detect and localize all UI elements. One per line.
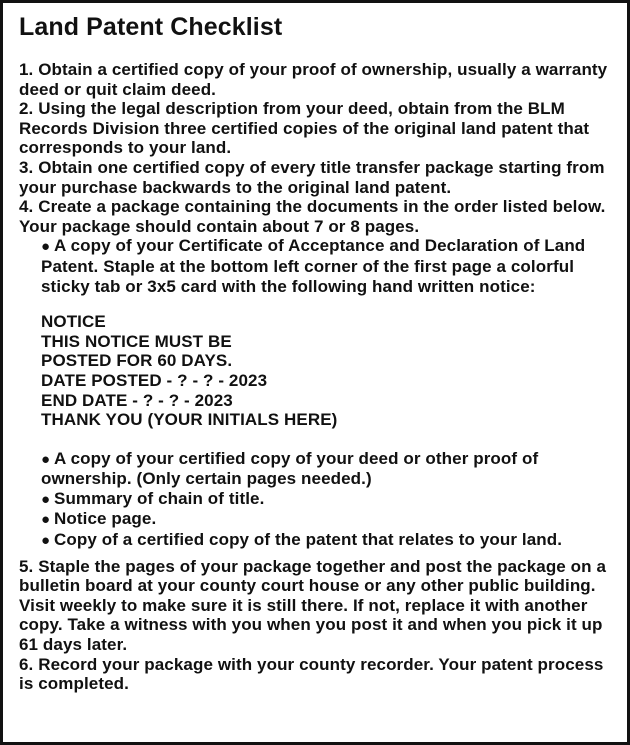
step-2: 2. Using the legal description from your deed, obtain from the BLM Records Division three certified copies of the original land patent that corresponds to your land.: [19, 99, 590, 158]
bullet-icon: ●: [41, 238, 51, 256]
notice-line: DATE POSTED - ? - ? - 2023: [41, 370, 268, 390]
list-item: [41, 489, 619, 510]
step-6: 6. Record your package with your county recorder. Your patent process is completed.: [19, 654, 604, 694]
notice-line: NOTICE: [41, 312, 106, 332]
bullet-icon: ●: [41, 450, 51, 468]
bullet-icon: ●: [41, 532, 51, 550]
spacer: [19, 430, 619, 449]
list-item: [41, 449, 619, 489]
bullet-icon: ●: [41, 490, 51, 508]
package-contents-list-continued: [41, 449, 619, 551]
notice-block: [41, 312, 619, 430]
page-title: Land Patent Checklist: [19, 13, 283, 41]
notice-line: THIS NOTICE MUST BE: [41, 331, 232, 351]
bullet-icon: ●: [41, 511, 51, 529]
notice-line: POSTED FOR 60 DAYS.: [41, 351, 233, 371]
step-4: 4. Create a package containing the documents in the order listed below. Your package should contain about 7 or 8 pages.: [19, 197, 606, 236]
bullet-text: Summary of chain of title.: [54, 488, 265, 508]
notice-line: THANK YOU (YOUR INITIALS HERE): [41, 410, 338, 430]
bullet-text: A copy of your certified copy of your deed or other proof of ownership. (Only certain pages needed.): [41, 448, 539, 489]
list-item: [41, 236, 619, 296]
bullet-text: A copy of your Certificate of Acceptance and Declaration of Land Patent. Staple at the bottom left corner of the first page a colorful sticky tab or 3x5 card with the following hand written notice:: [41, 236, 586, 296]
notice-line: END DATE - ? - ? - 2023: [41, 390, 233, 410]
step-5: 5. Staple the pages of your package together and post the package on a bulletin board at your county court house or any other public building. Visit weekly to make sure it is still there. If not, replace it with another copy. Take a witness with you when you post it and when you pick it up 61 days later.: [19, 556, 607, 655]
package-contents-list: [41, 236, 619, 296]
bullet-text: Copy of a certified copy of the patent that relates to your land.: [54, 530, 563, 550]
bullet-text: Notice page.: [54, 509, 157, 529]
step-1: 1. Obtain a certified copy of your proof of ownership, usually a warranty deed or quit claim deed.: [19, 60, 608, 99]
step-3: 3. Obtain one certified copy of every title transfer package starting from your purchase backwards to the original land patent.: [19, 157, 605, 197]
list-item: [41, 509, 619, 530]
list-item: [41, 530, 619, 551]
